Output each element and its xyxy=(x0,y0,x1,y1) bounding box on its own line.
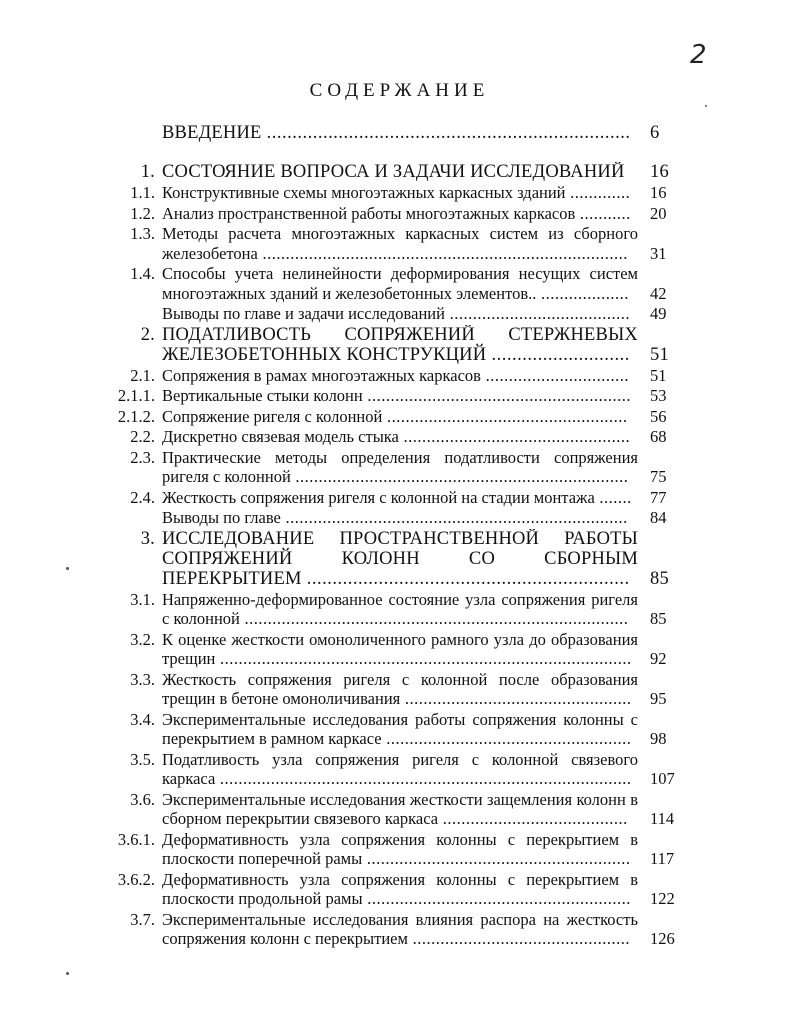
toc-entry-number: 2. xyxy=(140,324,155,345)
toc-entry xyxy=(110,325,690,365)
toc-entry xyxy=(110,529,690,589)
toc-entry-title xyxy=(162,264,638,303)
toc-leader-dots: ................................................. xyxy=(400,689,632,708)
toc-entry-page: 77 xyxy=(650,487,667,507)
toc-entry-title-text: Дискретно связевая модель стыка xyxy=(162,427,399,446)
toc-entry-number: 2.1.1. xyxy=(117,386,155,405)
toc-entry-number: 1.4. xyxy=(130,264,155,283)
toc-entry-title xyxy=(162,590,638,629)
toc-leader-dots: ......................................................... xyxy=(362,386,631,405)
toc-entry-page: 84 xyxy=(650,508,667,527)
toc-leader-dots: ........................... xyxy=(486,344,630,365)
toc-entry-title xyxy=(162,750,638,789)
toc-entry-title xyxy=(162,183,638,203)
toc-entry xyxy=(110,590,690,629)
toc-entry-number: 2.2. xyxy=(130,427,155,446)
toc-entry-title xyxy=(162,529,638,589)
toc-leader-dots: ............................................................... xyxy=(301,568,630,589)
toc-entry-title xyxy=(162,224,638,263)
toc-entry xyxy=(110,830,690,869)
toc-entry xyxy=(110,508,690,528)
toc-leader-dots: ......................................................... xyxy=(362,889,631,908)
toc-entry-title-text: ВВЕДЕНИЕ xyxy=(162,123,262,143)
toc-entry xyxy=(110,224,690,263)
toc-entry-page: 31 xyxy=(650,243,667,263)
toc-entry-title xyxy=(162,204,638,224)
toc-entry xyxy=(110,750,690,789)
toc-entry-page: 85 xyxy=(650,568,669,589)
toc-entry-title xyxy=(162,162,638,182)
toc-leader-dots: ................... xyxy=(536,283,629,303)
toc-entry-number: 3.4. xyxy=(130,709,155,729)
toc-entry-page: 126 xyxy=(650,929,675,948)
toc-entry-page: 53 xyxy=(650,386,667,405)
toc-leader-dots: ........... xyxy=(575,203,631,223)
toc-entry-title xyxy=(162,670,638,709)
toc-entry-title xyxy=(162,325,638,365)
toc-entry xyxy=(110,870,690,909)
toc-entry-page: 16 xyxy=(650,162,669,182)
toc-entry xyxy=(110,386,690,406)
toc-leader-dots: ............. xyxy=(565,183,631,202)
toc-entry-title-text: СОСТОЯНИЕ ВОПРОСА И ЗАДАЧИ ИССЛЕДОВАНИЙ xyxy=(162,162,625,182)
scan-speck xyxy=(705,105,707,107)
toc-entry xyxy=(110,910,690,949)
toc-leader-dots: ....... xyxy=(594,487,632,507)
toc-entry-page: 85 xyxy=(650,609,667,628)
toc-entry-title-text: Сопряжения в рамах многоэтажных каркасов xyxy=(162,365,481,385)
toc-entry-page: 117 xyxy=(650,849,675,868)
toc-entry-number: 1.2. xyxy=(130,203,155,223)
toc-entry-title xyxy=(162,427,638,447)
toc-entry-title-text: Сопряжение ригеля с колонной xyxy=(162,406,383,426)
toc-entry-page: 107 xyxy=(650,769,675,788)
toc-entry-page: 49 xyxy=(650,304,667,323)
toc-leader-dots: ............................... xyxy=(480,365,629,385)
toc-entry-title-text: Выводы по главе xyxy=(162,508,281,527)
toc-entry-page: 114 xyxy=(650,809,675,828)
toc-entry-number: 3.5. xyxy=(130,749,155,769)
table-of-contents xyxy=(110,115,690,949)
toc-leader-dots: ............................................................................... xyxy=(257,243,628,263)
scan-speck xyxy=(66,567,69,570)
toc-entry-number: 3.6. xyxy=(130,789,155,809)
toc-leader-dots: ............................................... xyxy=(407,929,630,948)
toc-entry-title-text: Деформативность узла сопряжения колонны с перекрытием в плоскости поперечной рамы xyxy=(162,829,638,868)
toc-leader-dots: .................................................... xyxy=(382,406,628,426)
toc-entry-number: 2.3. xyxy=(130,447,155,467)
toc-entry-number: 3.6.1. xyxy=(117,829,155,849)
toc-entry xyxy=(110,183,690,203)
toc-title: СОДЕРЖАНИЕ xyxy=(309,80,490,101)
toc-entry xyxy=(110,162,690,182)
toc-entry-title-text: Методы расчета многоэтажных каркасных систем из сборного железобетона xyxy=(162,224,638,263)
toc-entry-page: 51 xyxy=(650,365,667,385)
toc-entry xyxy=(110,264,690,303)
toc-entry xyxy=(110,488,690,508)
toc-entry-title-text: Экспериментальные исследования влияния распора на жесткость сопряжения колонн с перекрытием xyxy=(162,909,638,948)
toc-entry-title xyxy=(162,508,638,528)
toc-entry-title-text: Экспериментальные исследования жесткости защемления колонн в сборном перекрытии связевого каркаса xyxy=(162,789,638,828)
toc-entry-number: 2.1.2. xyxy=(117,406,155,426)
toc-leader-dots: ........................................................................ xyxy=(290,467,629,486)
toc-entry-page: 20 xyxy=(650,203,667,223)
toc-entry-title xyxy=(162,366,638,386)
toc-leader-dots: .......................................................................... xyxy=(280,508,628,527)
toc-entry-page: 6 xyxy=(650,123,660,143)
toc-entry-number: 3.2. xyxy=(130,629,155,649)
toc-entry-page: 51 xyxy=(650,344,669,365)
toc-entry-title-text: ПОДАТЛИВОСТЬ СОПРЯЖЕНИЙ СТЕРЖНЕВЫХ ЖЕЛЕЗОБЕТОННЫХ КОНСТРУКЦИЙ xyxy=(162,324,638,365)
toc-entry xyxy=(110,630,690,669)
toc-entry xyxy=(110,427,690,447)
scan-speck xyxy=(66,972,69,975)
toc-entry-page: 68 xyxy=(650,427,667,446)
toc-leader-dots: ........................................ xyxy=(438,809,628,828)
toc-leader-dots: ......................................................................................... xyxy=(215,769,632,788)
toc-entry-page: 16 xyxy=(650,183,667,202)
toc-entry-title xyxy=(162,870,638,909)
toc-entry-title-text: Деформативность узла сопряжения колонны с перекрытием в плоскости продольной рамы xyxy=(162,869,638,908)
toc-entry-title-text: ИССЛЕДОВАНИЕ ПРОСТРАНСТВЕННОЙ РАБОТЫ СОПРЯЖЕНИЙ КОЛОНН СО СБОРНЫМ ПЕРЕКРЫТИЕМ xyxy=(162,528,638,589)
toc-entry-number: 1.3. xyxy=(130,224,155,243)
toc-entry-title xyxy=(162,910,638,949)
toc-entry-title-text: Жесткость сопряжения ригеля с колонной после образования трещин в бетоне омоноличивания xyxy=(162,669,638,708)
toc-entry xyxy=(110,710,690,749)
toc-entry xyxy=(110,366,690,386)
toc-entry-number: 3.1. xyxy=(130,589,155,609)
toc-entry xyxy=(110,670,690,709)
toc-entry-title xyxy=(162,830,638,869)
toc-entry-title xyxy=(162,630,638,669)
toc-entry-title-text: Жесткость сопряжения ригеля с колонной на стадии монтажа xyxy=(162,487,595,507)
toc-entry-number: 3.7. xyxy=(130,909,155,929)
toc-entry-page: 42 xyxy=(650,283,667,303)
toc-entry-number: 1.1. xyxy=(130,183,155,202)
toc-entry-title-text: Напряженно-деформированное состояние узла сопряжения ригеля с колонной xyxy=(162,589,638,628)
toc-entry xyxy=(110,790,690,829)
toc-entry-number: 3.3. xyxy=(130,669,155,689)
toc-entry xyxy=(110,123,690,143)
toc-entry-title-text: Податливость узла сопряжения ригеля с колонной связевого каркаса xyxy=(162,749,638,788)
toc-entry-title xyxy=(162,407,638,427)
toc-leader-dots: ....................................................................... xyxy=(261,123,631,143)
toc-entry-title-text: Анализ пространственной работы многоэтажных каркасов xyxy=(162,203,576,223)
page-number: 2 xyxy=(690,40,707,70)
toc-leader-dots: ................................................. xyxy=(398,427,631,446)
toc-entry xyxy=(110,304,690,324)
toc-entry-page: 75 xyxy=(650,467,667,486)
toc-entry-page: 95 xyxy=(650,689,667,708)
toc-entry-title xyxy=(162,488,638,508)
toc-entry-title-text: Выводы по главе и задачи исследований xyxy=(162,304,445,323)
toc-leader-dots: ......................................................... xyxy=(362,849,631,868)
toc-entry-page: 98 xyxy=(650,729,667,748)
toc-entry-title-text: Способы учета нелинейности деформирования несущих систем многоэтажных зданий и железобетонных элементов.. xyxy=(162,264,638,303)
toc-entry-title-text: К оценке жесткости омоноличенного рамного узла до образования трещин xyxy=(162,629,638,668)
toc-entry-number: 2.1. xyxy=(130,365,155,385)
toc-entry-title xyxy=(162,790,638,829)
toc-entry-title-text: Вертикальные стыки колонн xyxy=(162,386,363,405)
toc-entry-number: 3. xyxy=(140,528,155,549)
toc-leader-dots: ................................................................................... xyxy=(239,609,629,628)
toc-entry-title-text: Конструктивные схемы многоэтажных каркасных зданий xyxy=(162,183,566,202)
toc-leader-dots: ......................................................................................... xyxy=(215,649,632,668)
toc-entry-number: 1. xyxy=(140,162,155,182)
toc-entry-page: 56 xyxy=(650,406,667,426)
toc-entry-number: 2.4. xyxy=(130,487,155,507)
toc-leader-dots: ..................................................... xyxy=(381,729,632,748)
toc-entry xyxy=(110,448,690,487)
toc-entry-title-text: Экспериментальные исследования работы сопряжения колонны с перекрытием в рамном каркасе xyxy=(162,709,638,748)
toc-entry-title xyxy=(162,123,638,143)
toc-entry xyxy=(110,407,690,427)
toc-entry-title xyxy=(162,448,638,487)
toc-entry-page: 122 xyxy=(650,889,675,908)
toc-entry-title xyxy=(162,386,638,406)
toc-entry-title-text: Практические методы определения податливости сопряжения ригеля с колонной xyxy=(162,447,638,486)
toc-entry-page: 92 xyxy=(650,649,667,668)
toc-entry-number: 3.6.2. xyxy=(117,869,155,889)
toc-entry-title xyxy=(162,304,638,324)
toc-entry-title xyxy=(162,710,638,749)
toc-leader-dots: ....................................... xyxy=(444,304,630,323)
toc-entry xyxy=(110,204,690,224)
